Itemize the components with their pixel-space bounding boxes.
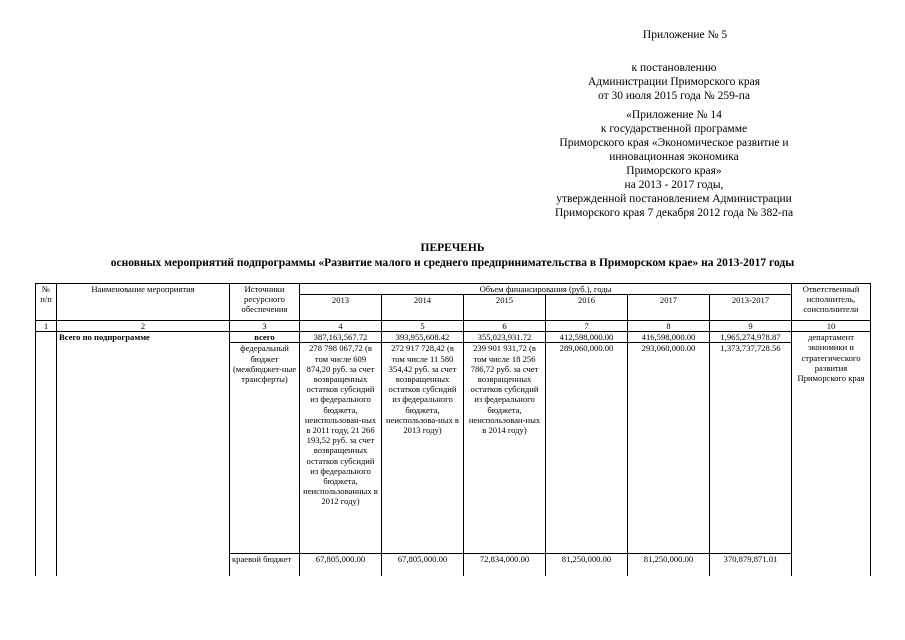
column-number: 6 <box>464 321 546 332</box>
header-num: № п/п <box>36 284 57 321</box>
federal-source: федеральный бюджет (межбюджет-ные трансферты) <box>230 343 300 554</box>
appendix-5-label <box>615 28 755 42</box>
header-name: Наименование мероприятия <box>57 284 230 321</box>
column-number-row <box>36 321 871 332</box>
appendix-14-line: Приморского края 7 декабря 2012 года № 382-па <box>554 207 794 219</box>
column-number: 10 <box>792 321 871 332</box>
column-number: 4 <box>300 321 382 332</box>
total-name: Всего по подпрограмме <box>57 332 230 576</box>
total-value: 412,598,000.00 <box>546 332 628 343</box>
header-funding: Объем финансирования (руб.), годы <box>300 284 792 295</box>
total-row <box>36 332 871 343</box>
appendix-14-line: Приморского края» <box>626 165 722 177</box>
activities-table <box>35 283 871 576</box>
document-subtitle: основных мероприятий подпрограммы «Развитие малого и среднего предпринимательства в Приморском крае» на 2013-2017 годы <box>110 257 795 269</box>
column-number: 8 <box>628 321 710 332</box>
federal-2015: 239 901 931,72 (в том числе 18 256 786,72 руб. за счет возвращенных остатков субсидий из федерального бюджета, неиспользован-ных в 2014 году) <box>464 343 546 554</box>
total-value: 355,023,931.72 <box>464 332 546 343</box>
total-value: 1,965,274,978.87 <box>710 332 792 343</box>
appendix-14-line: инновационная экономика <box>609 151 739 163</box>
decree-reference <box>509 61 839 103</box>
document-title: ПЕРЕЧЕНЬ <box>420 242 485 254</box>
appendix-14-line: к государственной программе <box>600 123 748 135</box>
regional-value: 72,834,000.00 <box>464 554 546 576</box>
executor-text: департамент экономики и стратегического развития Приморского края <box>797 332 865 384</box>
appendix-5-text: Приложение № 5 <box>642 29 728 41</box>
appendix-14-line: «Приложение № 14 <box>626 109 722 121</box>
header-year: 2013 <box>300 295 382 321</box>
column-number: 2 <box>57 321 230 332</box>
column-number: 3 <box>230 321 300 332</box>
header-sources: Источники ресурсного обеспечения <box>230 284 300 321</box>
federal-2014: 272 917 728,42 (в том числе 11 580 354,42 руб. за счет возвращенных остатков субсидий из федерального бюджета, неиспользова-ных в 2013 году) <box>382 343 464 554</box>
regional-value: 67,805,000.00 <box>382 554 464 576</box>
federal-2016: 289,060,000.00 <box>546 343 628 554</box>
total-value: 387,163,567.72 <box>300 332 382 343</box>
appendix-14-line: Приморского края «Экономическое развитие и <box>559 137 789 149</box>
decree-line: Администрации Приморского края <box>588 76 760 88</box>
decree-line: от 30 июля 2015 года № 259-па <box>598 90 750 102</box>
regional-value: 67,805,000.00 <box>300 554 382 576</box>
regional-value: 81,250,000.00 <box>546 554 628 576</box>
appendix-14-line: на 2013 - 2017 годы, <box>624 179 724 191</box>
federal-total: 1,373,737,728.56 <box>710 343 792 554</box>
header-year: 2017 <box>628 295 710 321</box>
header-year: 2016 <box>546 295 628 321</box>
executor-cell <box>792 332 871 576</box>
header-executor: Ответственный исполнитель, соисполнители <box>792 284 871 321</box>
federal-2013: 278 798 067,72 (в том числе 609 874,20 руб. за счет возвращенных остатков субсидий из федерального бюджета, неиспользован-ных в 2011 году, 21 266 193,52 руб. за счет возвращенных остатков субсидий из федерального бюджета, неиспользованных в 2012 году) <box>300 343 382 554</box>
column-number: 7 <box>546 321 628 332</box>
table-header-row <box>36 284 871 295</box>
column-number: 1 <box>36 321 57 332</box>
total-value: 393,955,608.42 <box>382 332 464 343</box>
decree-line: к постановлению <box>631 62 717 74</box>
total-value: 416,598,000.00 <box>628 332 710 343</box>
appendix-14-line: утвержденной постановлением Администрации <box>556 193 792 205</box>
header-year: 2015 <box>464 295 546 321</box>
appendix-14-reference <box>509 108 839 220</box>
column-number: 5 <box>382 321 464 332</box>
regional-value: 81,250,000.00 <box>628 554 710 576</box>
header-year: 2014 <box>382 295 464 321</box>
column-number: 9 <box>710 321 792 332</box>
federal-2017: 293,060,000.00 <box>628 343 710 554</box>
regional-source: краевой бюджет <box>230 554 300 576</box>
total-source: всего <box>230 332 300 343</box>
row-number-cell <box>36 332 57 576</box>
header-year: 2013-2017 <box>710 295 792 321</box>
regional-value: 370,879,871.01 <box>710 554 792 576</box>
